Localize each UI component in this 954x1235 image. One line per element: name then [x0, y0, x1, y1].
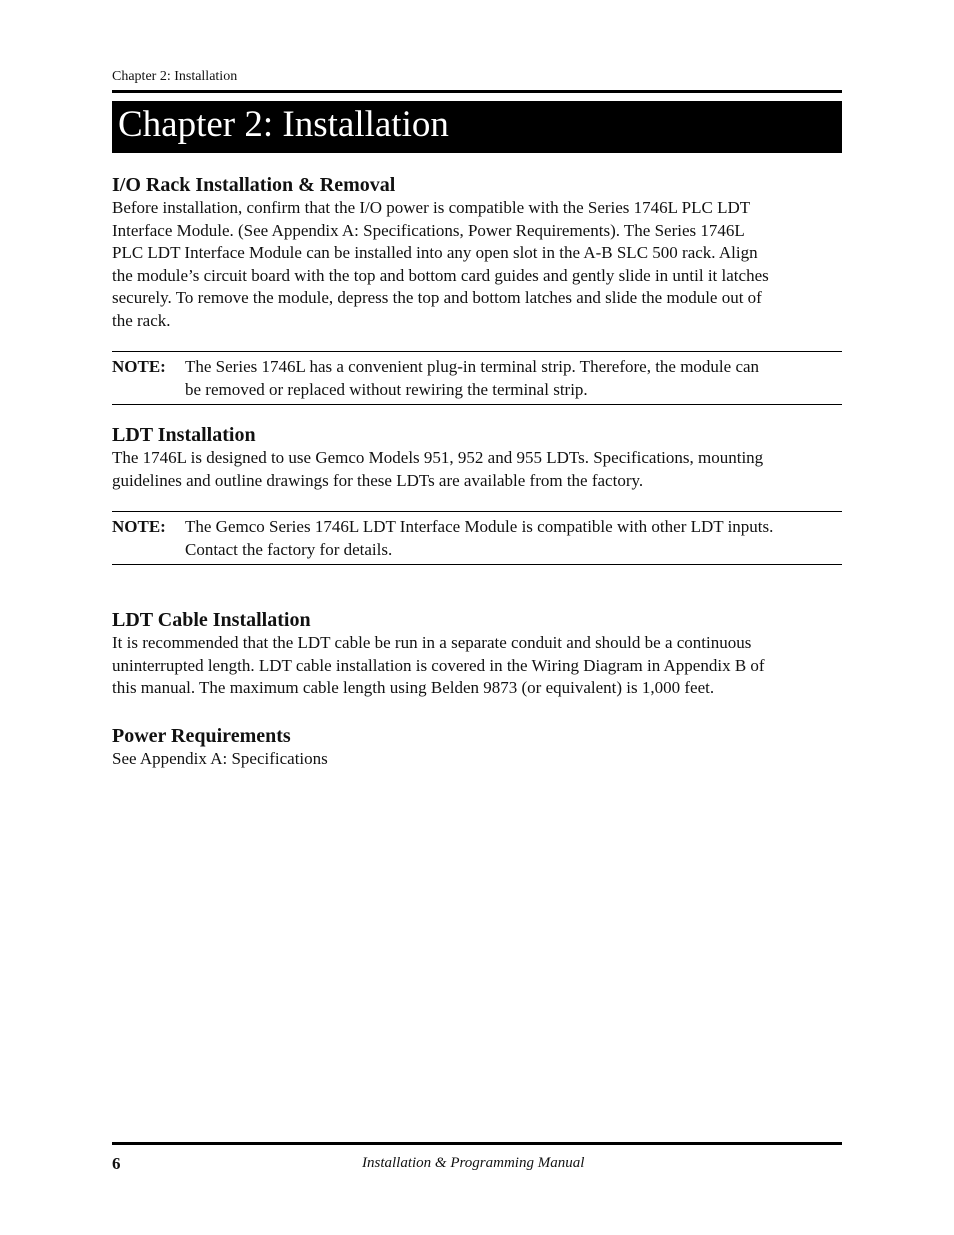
note-box	[112, 351, 842, 405]
body-line: the module’s circuit board with the top and bottom card guides and gently slide in until it latches	[112, 265, 769, 285]
body-line: It is recommended that the LDT cable be run in a separate conduit and should be a continuous	[112, 633, 752, 652]
note-label: NOTE:	[112, 517, 166, 536]
section-body-ldt-installation	[112, 447, 847, 492]
note-box	[112, 511, 842, 565]
body-line: securely. To remove the module, depress the top and bottom latches and slide the module out of	[112, 288, 762, 308]
note-line: The Gemco Series 1746L LDT Interface Module is compatible with other LDT inputs.	[185, 517, 774, 536]
section-body-power	[112, 748, 847, 771]
body-line: See Appendix A: Specifications	[112, 749, 328, 768]
note-label: NOTE:	[112, 357, 166, 376]
body-line: the rack.	[112, 310, 171, 330]
body-line: The 1746L is designed to use Gemco Models 951, 952 and 955 LDTs. Specifications, mounting	[112, 448, 764, 467]
body-line: this manual. The maximum cable length using Belden 9873 (or equivalent) is 1,000 feet.	[112, 678, 715, 698]
note-line: The Series 1746L has a convenient plug-in terminal strip. Therefore, the module can	[185, 357, 760, 376]
note-text	[185, 356, 842, 401]
section-body-io-rack	[112, 197, 847, 333]
chapter-title: Chapter 2: Installation	[118, 104, 449, 145]
note-line: Contact the factory for details.	[185, 539, 393, 559]
note-line: be removed or replaced without rewiring the terminal strip.	[185, 379, 588, 399]
section-heading-power: Power Requirements	[112, 725, 291, 747]
chapter-title-bar	[112, 101, 842, 153]
footer-manual-title: Installation & Programming Manual	[362, 1155, 585, 1171]
top-rule	[112, 90, 842, 93]
section-heading-ldt-installation: LDT Installation	[112, 424, 256, 446]
section-body-ldt-cable	[112, 632, 847, 700]
body-line: PLC LDT Interface Module can be installed into any open slot in the A-B SLC 500 rack. Align	[112, 243, 758, 263]
body-line: Interface Module. (See Appendix A: Specifications, Power Requirements). The Series 1746L	[112, 220, 745, 240]
body-line: guidelines and outline drawings for these LDTs are available from the factory.	[112, 470, 644, 490]
page-number: 6	[112, 1154, 121, 1173]
body-line: Before installation, confirm that the I/O power is compatible with the Series 1746L PLC LDT	[112, 198, 751, 217]
bottom-rule	[112, 1142, 842, 1145]
note-text	[185, 516, 842, 561]
section-heading-ldt-cable: LDT Cable Installation	[112, 609, 311, 631]
section-heading-io-rack: I/O Rack Installation & Removal	[112, 174, 396, 196]
body-line: uninterrupted length. LDT cable installation is covered in the Wiring Diagram in Appendix B of	[112, 655, 765, 675]
running-header: Chapter 2: Installation	[112, 69, 238, 84]
